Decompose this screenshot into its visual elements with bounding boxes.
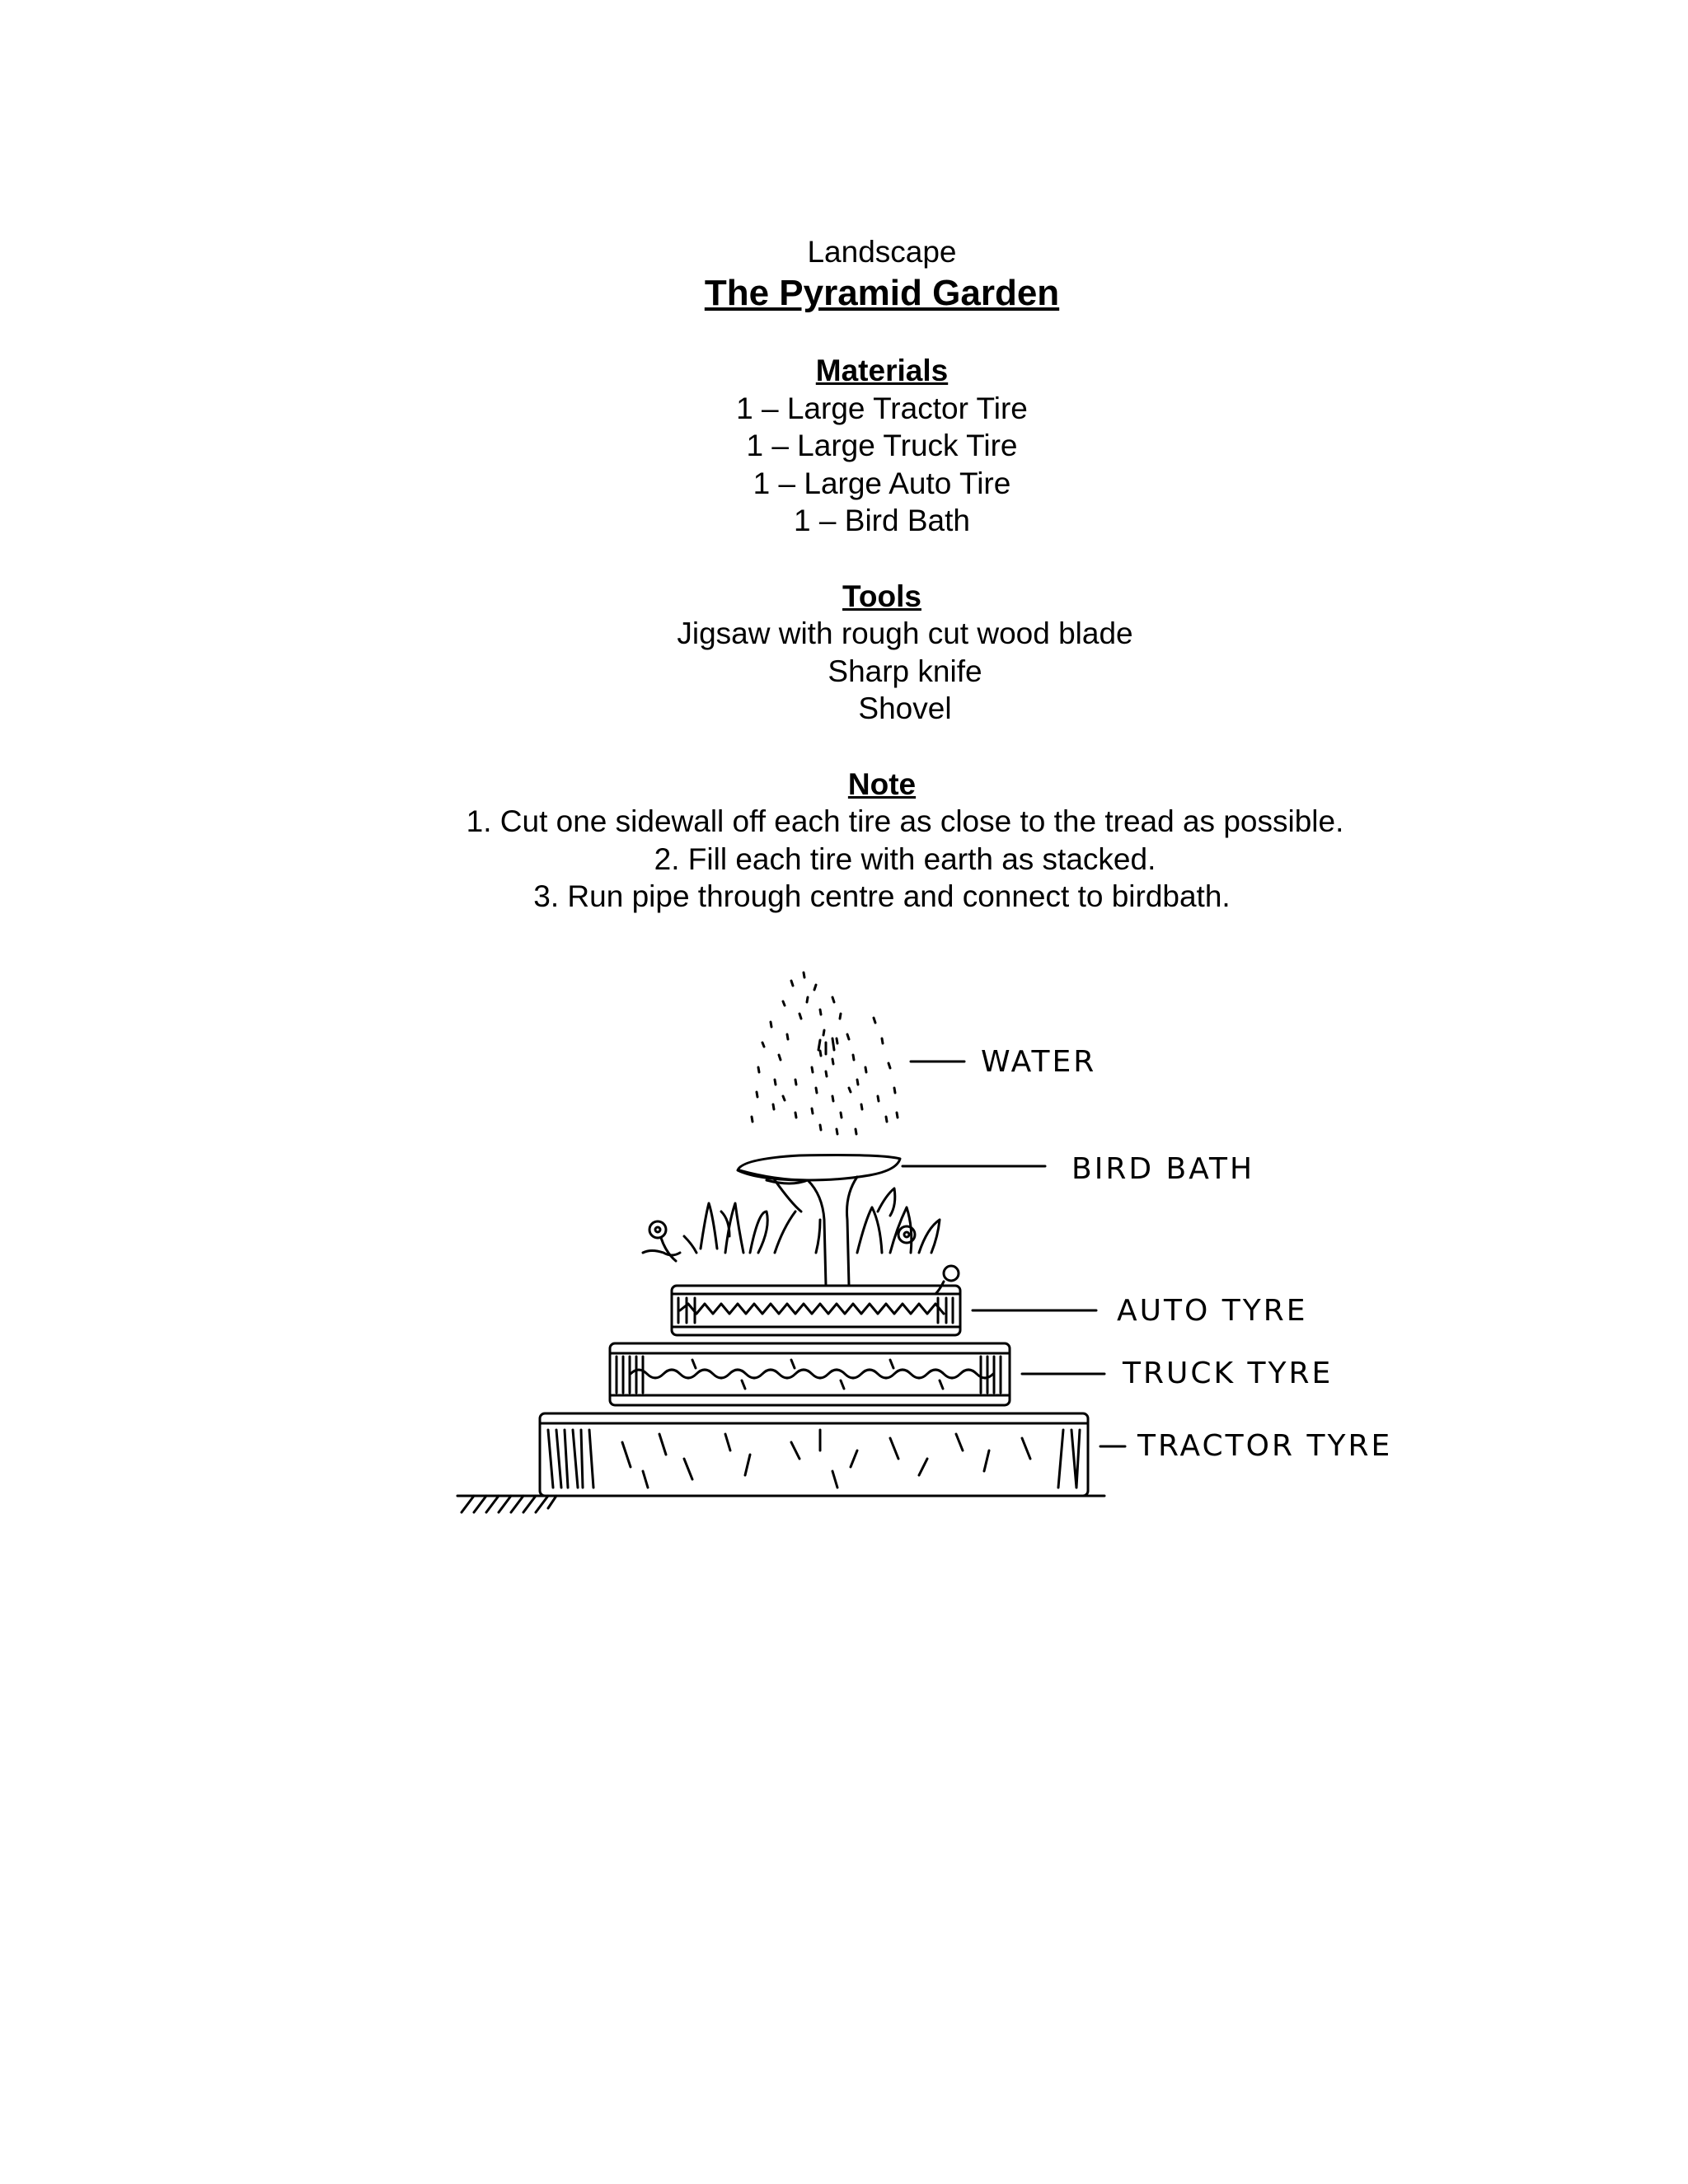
plants xyxy=(643,1188,959,1294)
water-spray xyxy=(752,972,898,1134)
note-item: 3. Run pipe through centre and connect to birdbath. xyxy=(533,879,1231,913)
ground-line xyxy=(457,1496,1104,1512)
bird-bath-label: BIRD BATH xyxy=(1071,1152,1255,1186)
materials-item: 1 – Large Truck Tire xyxy=(746,429,1018,462)
water-label: WATER xyxy=(981,1045,1097,1079)
tractor-tyre-label: TRACTOR TYRE xyxy=(1137,1429,1393,1463)
auto-tyre-shape xyxy=(672,1286,960,1335)
tools-item: Sharp knife xyxy=(828,654,982,688)
tools-item: Shovel xyxy=(858,691,952,725)
materials-heading: Materials xyxy=(815,354,949,387)
pyramid-garden-illustration xyxy=(445,964,1459,1533)
materials-item: 1 – Bird Bath xyxy=(794,504,970,537)
note-item: 2. Fill each tire with earth as stacked. xyxy=(654,842,1156,876)
pyramid-garden-sketch xyxy=(445,964,1459,1533)
truck-tyre-shape xyxy=(610,1343,1010,1405)
note-heading: Note xyxy=(847,767,917,801)
materials-item: 1 – Large Tractor Tire xyxy=(736,391,1028,425)
truck-tyre-label: TRUCK TYRE xyxy=(1123,1357,1334,1390)
category-label: Landscape xyxy=(807,235,957,269)
auto-tyre-label: AUTO TYRE xyxy=(1117,1294,1308,1328)
materials-item: 1 – Large Auto Tire xyxy=(753,466,1011,500)
page-title: The Pyramid Garden xyxy=(704,273,1060,313)
tools-item: Jigsaw with rough cut wood blade xyxy=(677,616,1133,650)
note-item: 1. Cut one sidewall off each tire as close to the tread as possible. xyxy=(466,804,1344,838)
tractor-tyre-shape xyxy=(540,1413,1088,1496)
tools-heading: Tools xyxy=(842,579,921,613)
